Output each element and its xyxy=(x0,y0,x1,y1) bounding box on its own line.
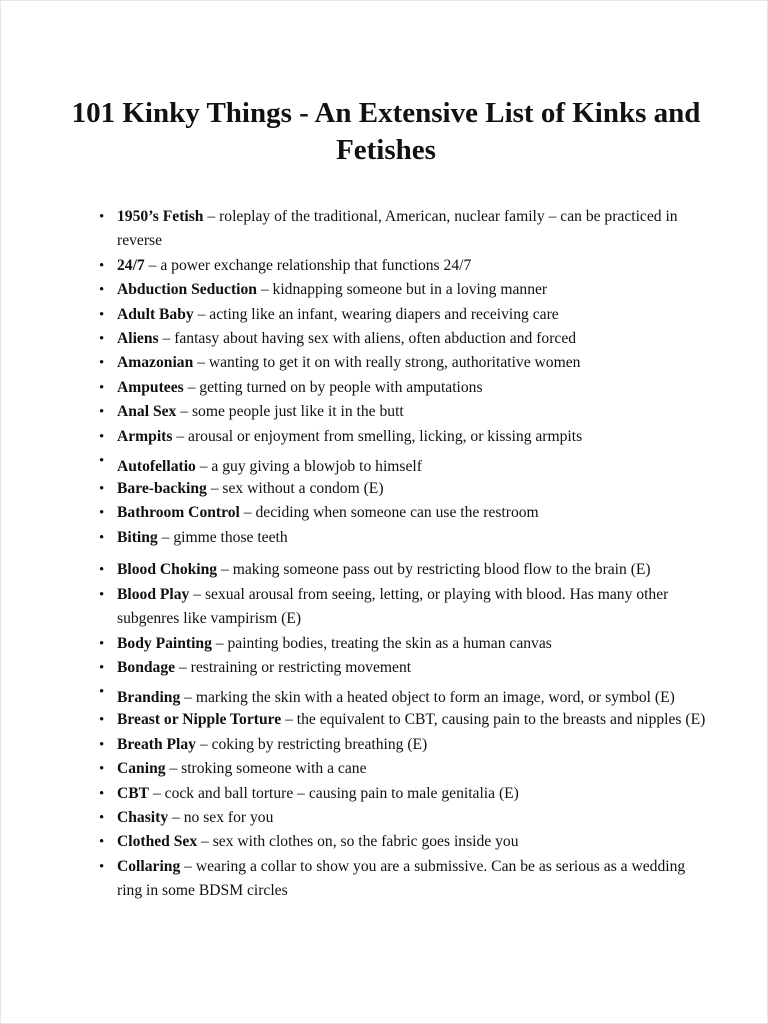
bullet-icon: • xyxy=(99,858,105,875)
list-item xyxy=(1,684,768,708)
bullet-icon: • xyxy=(99,809,105,826)
item-separator: – xyxy=(168,808,184,826)
list-item xyxy=(1,425,768,449)
item-description: sexual arousal from seeing, letting, or playing with blood. Has many other subgenres like vampirism (E) xyxy=(117,585,669,628)
bullet-icon: • xyxy=(99,712,105,729)
list-item xyxy=(1,632,768,656)
bullet-icon: • xyxy=(99,331,105,348)
list-item xyxy=(1,708,768,732)
item-separator: – xyxy=(211,634,228,652)
item-separator: – xyxy=(144,256,161,274)
item-term: 24/7 xyxy=(117,256,145,274)
item-separator: – xyxy=(175,658,191,676)
item-term: Collaring xyxy=(117,857,181,875)
list-item xyxy=(1,501,768,525)
item-description: a guy giving a blowjob to himself xyxy=(211,458,422,476)
item-description: sex with clothes on, so the fabric goes inside you xyxy=(212,833,519,851)
list-item xyxy=(1,558,768,582)
bullet-icon: • xyxy=(99,404,105,421)
item-term: Biting xyxy=(117,528,158,546)
list-item xyxy=(1,303,768,327)
page-title: 101 Kinky Things - An Extensive List of Kinks and Fetishes xyxy=(71,97,701,166)
list-item xyxy=(1,526,768,550)
list-item xyxy=(1,656,768,680)
list-item xyxy=(1,376,768,400)
item-term: Adult Baby xyxy=(117,305,194,323)
list-item xyxy=(1,782,768,806)
item-term: Amazonian xyxy=(117,354,194,372)
bullet-icon: • xyxy=(99,257,105,274)
item-description: a power exchange relationship that functions 24/7 xyxy=(160,256,472,274)
item-term: Breath Play xyxy=(117,735,196,753)
kink-list xyxy=(1,205,768,904)
item-term: Chasity xyxy=(117,808,169,826)
item-term: Caning xyxy=(117,760,166,778)
item-separator: – xyxy=(172,427,189,445)
list-item xyxy=(1,205,768,254)
bullet-icon: • xyxy=(99,834,105,851)
item-term: Armpits xyxy=(117,427,173,445)
item-description: painting bodies, treating the skin as a human canvas xyxy=(227,634,552,652)
item-description: acting like an infant, wearing diapers and receiving care xyxy=(209,305,559,323)
item-separator: – xyxy=(239,504,256,522)
list-item xyxy=(1,583,768,632)
item-term: Bondage xyxy=(117,658,176,676)
item-description: arousal or enjoyment from smelling, licking, or kissing armpits xyxy=(188,427,583,445)
item-term: CBT xyxy=(117,784,150,802)
item-term: Bathroom Control xyxy=(117,504,240,522)
item-term: Bare-backing xyxy=(117,480,207,498)
bullet-icon: • xyxy=(99,684,105,701)
item-description: wanting to get it on with really strong, authoritative women xyxy=(208,354,581,372)
bullet-icon: • xyxy=(99,736,105,753)
bullet-icon: • xyxy=(99,659,105,676)
item-description: the equivalent to CBT, causing pain to the breasts and nipples (E) xyxy=(296,711,706,729)
item-separator: – xyxy=(180,689,196,707)
list-item xyxy=(1,254,768,278)
item-term: Aliens xyxy=(117,330,159,348)
list-item xyxy=(1,855,768,904)
list-item xyxy=(1,733,768,757)
item-separator: – xyxy=(157,528,174,546)
item-separator: – xyxy=(206,480,223,498)
bullet-icon: • xyxy=(99,505,105,522)
item-separator: – xyxy=(165,760,182,778)
bullet-icon: • xyxy=(99,428,105,445)
item-separator: – xyxy=(193,305,210,323)
bullet-icon: • xyxy=(99,529,105,546)
item-separator: – xyxy=(176,403,192,421)
item-separator: – xyxy=(189,585,205,603)
bullet-icon: • xyxy=(99,282,105,299)
item-separator: – xyxy=(149,784,165,802)
bullet-icon: • xyxy=(99,453,105,470)
bullet-icon: • xyxy=(99,562,105,579)
item-description: coking by restricting breathing (E) xyxy=(211,735,428,753)
item-term: Amputees xyxy=(117,378,184,396)
item-separator: – xyxy=(256,281,273,299)
item-description: no sex for you xyxy=(183,808,274,826)
bullet-icon: • xyxy=(99,761,105,778)
item-description: restraining or restricting movement xyxy=(190,658,412,676)
item-term: Blood Choking xyxy=(117,561,218,579)
item-term: Breast or Nipple Torture xyxy=(117,711,282,729)
bullet-icon: • xyxy=(99,355,105,372)
item-term: Autofellatio xyxy=(117,458,196,476)
item-term: 1950’s Fetish xyxy=(117,208,204,225)
item-description: making someone pass out by restricting blood flow to the brain (E) xyxy=(232,561,651,579)
list-item xyxy=(1,351,768,375)
item-description: wearing a collar to show you are a submissive. Can be as serious as a wedding ring in some BDSM circles xyxy=(117,857,686,900)
bullet-icon: • xyxy=(99,785,105,802)
item-term: Branding xyxy=(117,689,181,707)
list-item xyxy=(1,806,768,830)
item-description: fantasy about having sex with aliens, often abduction and forced xyxy=(174,330,577,348)
item-description: kidnapping someone but in a loving manner xyxy=(272,281,548,299)
bullet-icon: • xyxy=(99,635,105,652)
list-item xyxy=(1,757,768,781)
item-term: Abduction Seduction xyxy=(117,281,257,299)
item-separator: – xyxy=(193,354,209,372)
item-separator: – xyxy=(195,458,212,476)
item-description: deciding when someone can use the restroom xyxy=(255,504,539,522)
item-description: gimme those teeth xyxy=(173,528,288,546)
item-description: some people just like it in the butt xyxy=(191,403,404,421)
item-description: cock and ball torture – causing pain to male genitalia (E) xyxy=(164,784,519,802)
item-separator: – xyxy=(195,735,212,753)
item-description: sex without a condom (E) xyxy=(222,480,384,498)
item-separator: – xyxy=(281,711,297,729)
item-description: getting turned on by people with amputations xyxy=(199,378,483,396)
list-item xyxy=(1,453,768,477)
bullet-icon: • xyxy=(99,306,105,323)
item-term: Anal Sex xyxy=(117,403,177,421)
list-item xyxy=(1,400,768,424)
item-term: Body Painting xyxy=(117,634,212,652)
item-separator: – xyxy=(197,833,213,851)
list-item xyxy=(1,278,768,302)
item-separator: – xyxy=(158,330,175,348)
item-separator: – xyxy=(217,561,233,579)
item-term: Clothed Sex xyxy=(117,833,198,851)
list-item xyxy=(1,327,768,351)
item-separator: – xyxy=(180,857,196,875)
bullet-icon: • xyxy=(99,379,105,396)
item-description: marking the skin with a heated object to form an image, word, or symbol (E) xyxy=(195,689,675,707)
bullet-icon: • xyxy=(99,481,105,498)
bullet-icon: • xyxy=(99,209,105,225)
item-term: Blood Play xyxy=(117,585,190,603)
item-description: roleplay of the traditional, American, nuclear family – can be practiced in reverse xyxy=(117,208,678,250)
item-separator: – xyxy=(183,378,200,396)
list-item xyxy=(1,477,768,501)
list-item xyxy=(1,830,768,854)
bullet-icon: • xyxy=(99,586,105,603)
item-separator: – xyxy=(203,208,220,225)
item-description: stroking someone with a cane xyxy=(181,760,367,778)
